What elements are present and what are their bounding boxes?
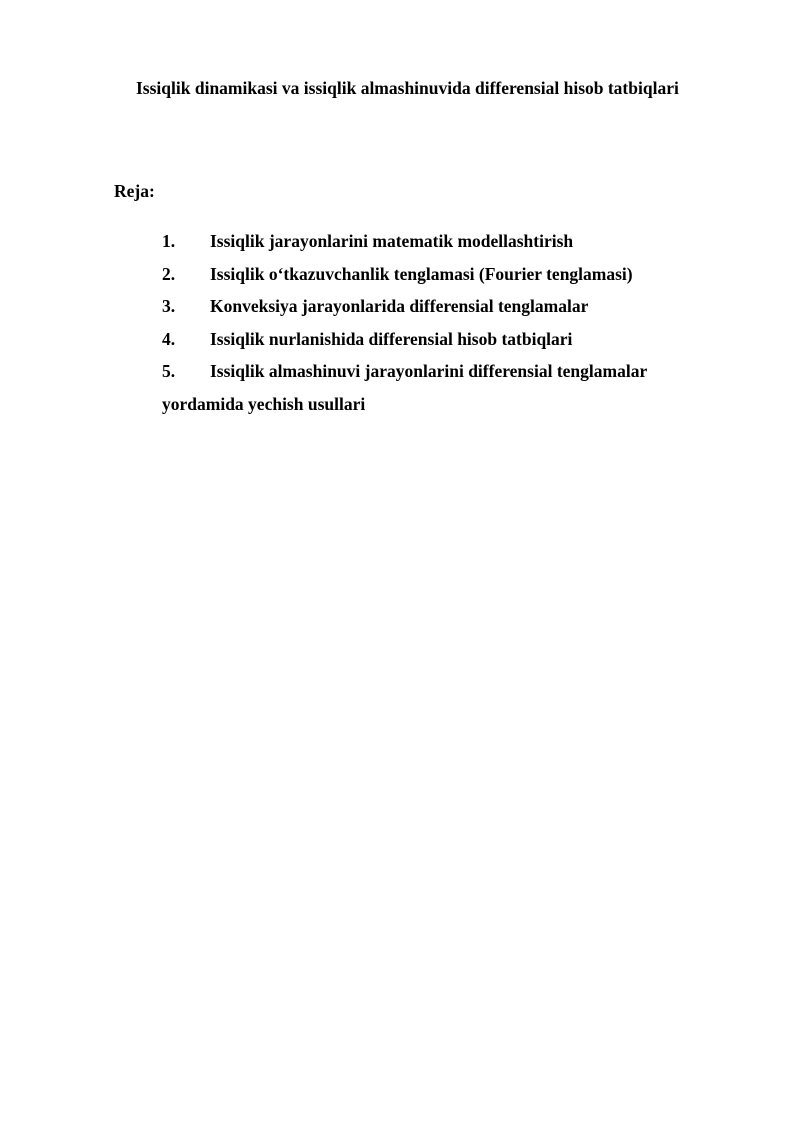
plan-item-number: 1. bbox=[162, 231, 176, 251]
plan-item-2 bbox=[162, 263, 722, 296]
plan-item-text: Issiqlik almashinuvi jarayonlarini differensial tenglamalar bbox=[210, 361, 648, 381]
plan-item-number: 5. bbox=[162, 361, 176, 381]
plan-item-text: Issiqlik jarayonlarini matematik modellashtirish bbox=[210, 231, 574, 251]
plan-heading: Reja: bbox=[114, 181, 155, 201]
document-title: Issiqlik dinamikasi va issiqlik almashinuvida differensial hisob tatbiqlari bbox=[136, 78, 679, 98]
plan-item-3 bbox=[162, 295, 722, 328]
plan-item-5 bbox=[162, 360, 722, 414]
plan-item-text: Konveksiya jarayonlarida differensial tenglamalar bbox=[210, 296, 589, 316]
plan-item-number: 2. bbox=[162, 263, 176, 284]
plan-item-1 bbox=[162, 230, 722, 263]
plan-item-text: Issiqlik nurlanishida differensial hisob tatbiqlari bbox=[210, 328, 573, 349]
plan-item-continuation: yordamida yechish usullari bbox=[162, 393, 366, 414]
plan-item-number: 3. bbox=[162, 296, 176, 316]
plan-item-number: 4. bbox=[162, 328, 176, 349]
plan-item-4 bbox=[162, 328, 722, 361]
plan-list bbox=[162, 230, 722, 414]
plan-item-text: Issiqlik o‘tkazuvchanlik tenglamasi (Fourier tenglamasi) bbox=[210, 263, 633, 284]
